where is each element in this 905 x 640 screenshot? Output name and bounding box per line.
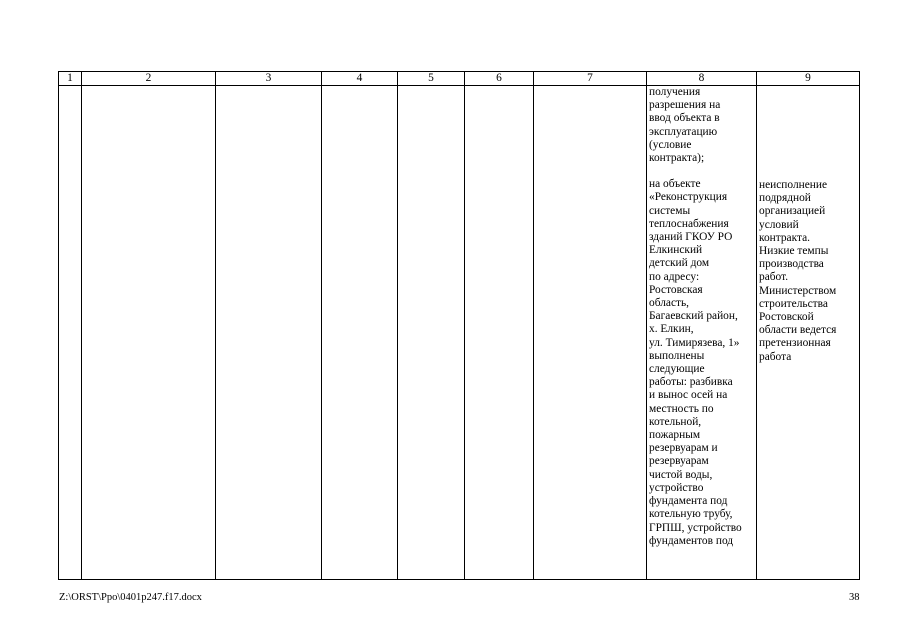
top-spacer — [759, 86, 857, 179]
column-header-1: 1 — [59, 72, 82, 86]
footer-file-path: Z:\ORST\Ppo\0401p247.f17.docx — [59, 592, 202, 603]
cell-col-1 — [59, 86, 82, 580]
cell-col-2 — [82, 86, 216, 580]
cell-col-3 — [216, 86, 322, 580]
reasons-text: неисполнение подрядной организацией условий контракта. Низкие темпы производства работ. Министерством строительства Ростовской области ведется претензионная работа — [759, 179, 837, 363]
column-header-2: 2 — [82, 72, 216, 86]
result-text-part1: получения разрешения на ввод объекта в эксплуатацию (условие контракта); — [649, 86, 721, 165]
paragraph-spacer — [649, 165, 754, 178]
column-header-6: 6 — [465, 72, 534, 86]
cell-col-4 — [322, 86, 398, 580]
column-header-4: 4 — [322, 72, 398, 86]
column-number-row — [59, 72, 860, 86]
column-header-7: 7 — [534, 72, 647, 86]
column-header-5: 5 — [398, 72, 465, 86]
cell-col-7 — [534, 86, 647, 580]
table-row — [59, 86, 860, 580]
column-header-9: 9 — [757, 72, 860, 86]
cell-col-6 — [465, 86, 534, 580]
result-text-part2: на объекте «Реконструкция системы теплоснабжения зданий ГКОУ РО Елкинский детский дом по адресу: Ростовская область, Багаевский район, х. Елкин, ул. Тимирязева, 1» выполнены следующие работы: разбивка и вынос осей на местность по котельной, пожарным резервуарам и резервуарам чистой воды, устройство фундамента под котельную трубу, ГРПШ, устройство фундаментов под — [649, 178, 742, 547]
cell-col-8 — [647, 86, 757, 580]
cell-col-9 — [757, 86, 860, 580]
cell-col-5 — [398, 86, 465, 580]
report-table — [58, 71, 860, 580]
column-header-3: 3 — [216, 72, 322, 86]
column-header-8: 8 — [647, 72, 757, 86]
footer-page-number: 38 — [849, 592, 860, 603]
